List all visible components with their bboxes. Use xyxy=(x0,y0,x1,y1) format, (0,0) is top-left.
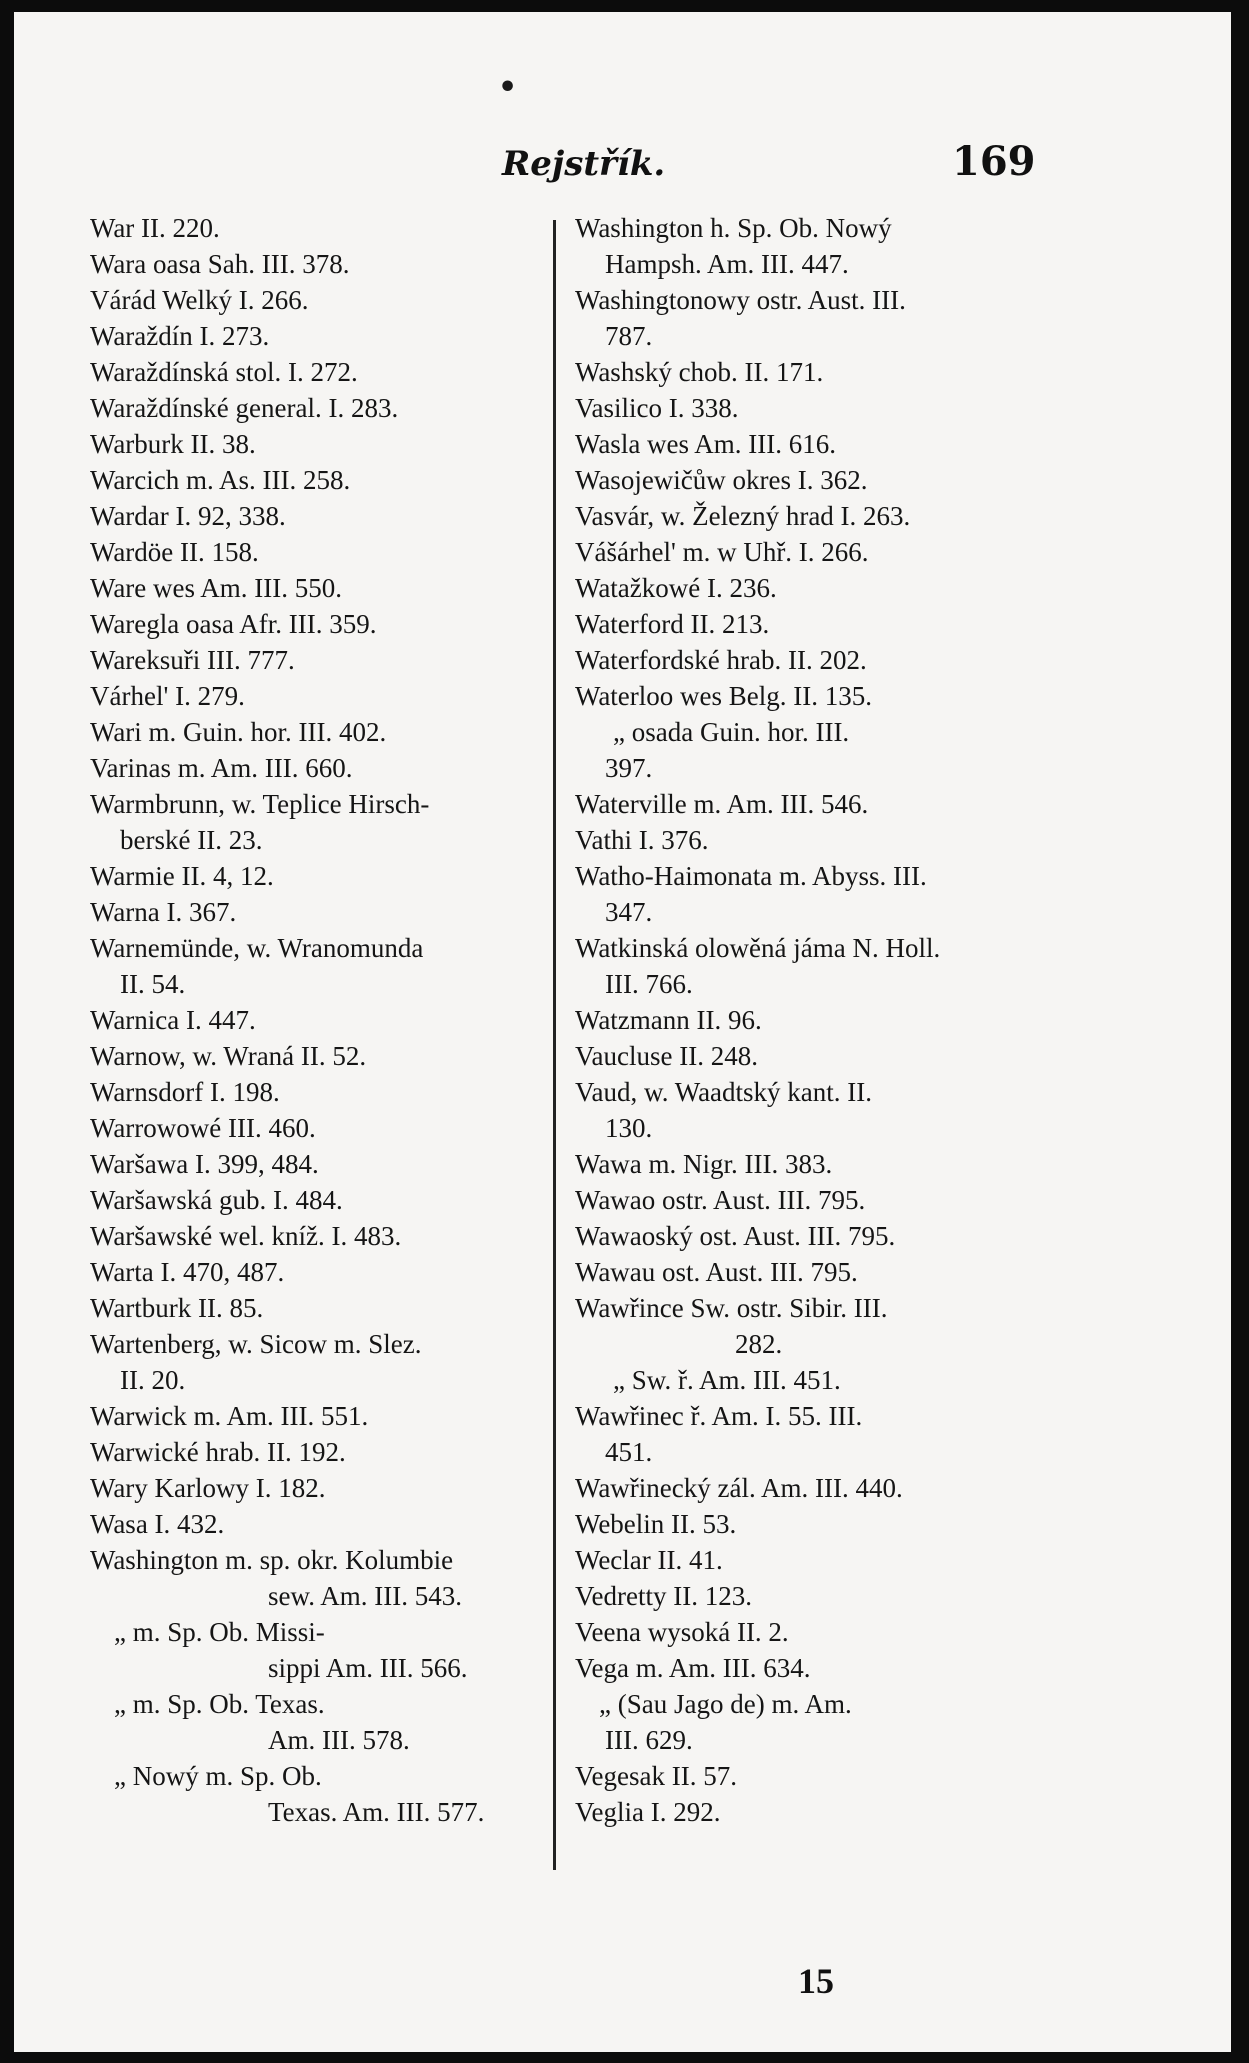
book-page xyxy=(14,12,1231,2052)
index-entry: sew. Am. III. 543. xyxy=(268,1581,462,1611)
index-entry: Warrowowé III. 460. xyxy=(90,1113,316,1143)
index-entry: Waterville m. Am. III. 546. xyxy=(575,789,869,819)
index-entry: Várhel' I. 279. xyxy=(90,681,245,711)
index-entry: Wawa m. Nigr. III. 383. xyxy=(575,1149,833,1179)
index-entry: Vedretty II. 123. xyxy=(575,1581,752,1611)
index-entry: III. 629. xyxy=(605,1725,693,1755)
index-entry: berské II. 23. xyxy=(120,825,263,855)
index-entry: Washský chob. II. 171. xyxy=(575,357,824,387)
index-entry: 282. xyxy=(735,1329,783,1359)
index-entry: Wawaoský ost. Aust. III. 795. xyxy=(575,1221,896,1251)
index-entry: Waregla oasa Afr. III. 359. xyxy=(90,609,377,639)
index-entry: Webelin II. 53. xyxy=(575,1509,737,1539)
index-entry: Vasilico I. 338. xyxy=(575,393,739,423)
index-entry: „ m. Sp. Ob. Missi- xyxy=(114,1617,325,1647)
index-entry: Watzmann II. 96. xyxy=(575,1005,762,1035)
index-entry: 130. xyxy=(605,1113,653,1143)
index-entry: „ osada Guin. hor. III. xyxy=(613,717,850,747)
index-entry: Wawřinecký zál. Am. III. 440. xyxy=(575,1473,903,1503)
index-entry: Waraždínské general. I. 283. xyxy=(90,393,399,423)
index-entry: II. 20. xyxy=(120,1365,186,1395)
index-entry: Warnemünde, w. Wranomunda xyxy=(90,933,424,963)
signature-mark: 15 xyxy=(798,1961,834,2001)
index-entry: Warwické hrab. II. 192. xyxy=(90,1437,346,1467)
index-entry: Wari m. Guin. hor. III. 402. xyxy=(90,717,387,747)
index-entry: Waršawské wel. kníž. I. 483. xyxy=(90,1221,402,1251)
index-entry: Wary Karlowy I. 182. xyxy=(90,1473,326,1503)
index-entry: 451. xyxy=(605,1437,653,1467)
index-entry: Vaud, w. Waadtský kant. II. xyxy=(575,1077,873,1107)
index-entry: Vega m. Am. III. 634. xyxy=(575,1653,811,1683)
index-entry: Veglia I. 292. xyxy=(575,1797,721,1827)
index-entry: Warnica I. 447. xyxy=(90,1005,256,1035)
index-entry: 347. xyxy=(605,897,653,927)
index-entry: 397. xyxy=(605,753,653,783)
index-entry: „ m. Sp. Ob. Texas. xyxy=(114,1689,325,1719)
index-column-left xyxy=(90,210,550,1830)
index-entry: Texas. Am. III. 577. xyxy=(268,1797,485,1827)
index-entry: Am. III. 578. xyxy=(268,1725,410,1755)
index-entry: Wardar I. 92, 338. xyxy=(90,501,286,531)
index-entry: Vaucluse II. 248. xyxy=(575,1041,758,1071)
index-entry: Ware wes Am. III. 550. xyxy=(90,573,343,603)
index-entry: Weclar II. 41. xyxy=(575,1545,723,1575)
index-entry: Waterloo wes Belg. II. 135. xyxy=(575,681,872,711)
index-entry: Warta I. 470, 487. xyxy=(90,1257,285,1287)
index-entry: „ Sw. ř. Am. III. 451. xyxy=(613,1365,841,1395)
index-entry: „ Nowý m. Sp. Ob. xyxy=(114,1761,322,1791)
index-entry: Vegesak II. 57. xyxy=(575,1761,737,1791)
index-entry: Wartenberg, w. Sicow m. Slez. xyxy=(90,1329,422,1359)
index-entry: War II. 220. xyxy=(90,213,220,243)
index-entry: 787. xyxy=(605,321,653,351)
page-mark: • xyxy=(498,70,518,105)
index-entry: Waterfordské hrab. II. 202. xyxy=(575,645,867,675)
index-entry: Warwick m. Am. III. 551. xyxy=(90,1401,369,1431)
index-entry: Watkinská olowěná jáma N. Holl. xyxy=(575,933,941,963)
index-entry: Vášárhel' m. w Uhř. I. 266. xyxy=(575,537,869,567)
index-entry: Wasojewičůw okres I. 362. xyxy=(575,465,868,495)
index-entry: Wasla wes Am. III. 616. xyxy=(575,429,837,459)
index-entry: Wawřinec ř. Am. I. 55. III. xyxy=(575,1401,863,1431)
index-entry: Waršawa I. 399, 484. xyxy=(90,1149,319,1179)
index-entry: Warmbrunn, w. Teplice Hirsch- xyxy=(90,789,430,819)
index-column-right xyxy=(575,210,1045,1830)
index-entry: sippi Am. III. 566. xyxy=(268,1653,468,1683)
index-entry: Warmie II. 4, 12. xyxy=(90,861,274,891)
index-entry: Wara oasa Sah. III. 378. xyxy=(90,249,350,279)
index-entry: Warnow, w. Wraná II. 52. xyxy=(90,1041,367,1071)
index-entry: Wardöe II. 158. xyxy=(90,537,259,567)
index-entry: II. 54. xyxy=(120,969,186,999)
index-entry: Vasvár, w. Železný hrad I. 263. xyxy=(575,501,911,531)
index-entry: Watažkowé I. 236. xyxy=(575,573,777,603)
index-entry: Washington m. sp. okr. Kolumbie xyxy=(90,1545,454,1575)
index-entry: Wawao ostr. Aust. III. 795. xyxy=(575,1185,866,1215)
index-entry: Waršawská gub. I. 484. xyxy=(90,1185,343,1215)
index-entry: Hampsh. Am. III. 447. xyxy=(605,249,849,279)
page-number: 169 xyxy=(952,138,1036,185)
index-entry: Vathi I. 376. xyxy=(575,825,709,855)
index-entry: Veena wysoká II. 2. xyxy=(575,1617,789,1647)
index-entry: Warburk II. 38. xyxy=(90,429,256,459)
index-entry: Washingtonowy ostr. Aust. III. xyxy=(575,285,906,315)
index-entry: III. 766. xyxy=(605,969,693,999)
index-entry: Wareksuři III. 777. xyxy=(90,645,295,675)
index-entry: Wawřince Sw. ostr. Sibir. III. xyxy=(575,1293,888,1323)
index-entry: Warcich m. As. III. 258. xyxy=(90,465,351,495)
index-entry: „ (Sau Jago de) m. Am. xyxy=(599,1689,852,1719)
index-entry: Waraždínská stol. I. 272. xyxy=(90,357,358,387)
index-entry: Wartburk II. 85. xyxy=(90,1293,264,1323)
index-entry: Varinas m. Am. III. 660. xyxy=(90,753,353,783)
index-entry: Washington h. Sp. Ob. Nowý xyxy=(575,213,892,243)
running-head: Rejstřík. xyxy=(502,144,666,184)
index-entry: Watho-Haimonata m. Abyss. III. xyxy=(575,861,927,891)
column-divider xyxy=(553,220,556,1870)
index-entry: Wasa I. 432. xyxy=(90,1509,225,1539)
index-entry: Warna I. 367. xyxy=(90,897,237,927)
index-entry: Warnsdorf I. 198. xyxy=(90,1077,280,1107)
index-entry: Várád Welký I. 266. xyxy=(90,285,309,315)
index-entry: Waraždín I. 273. xyxy=(90,321,270,351)
index-entry: Wawau ost. Aust. III. 795. xyxy=(575,1257,858,1287)
index-entry: Waterford II. 213. xyxy=(575,609,770,639)
